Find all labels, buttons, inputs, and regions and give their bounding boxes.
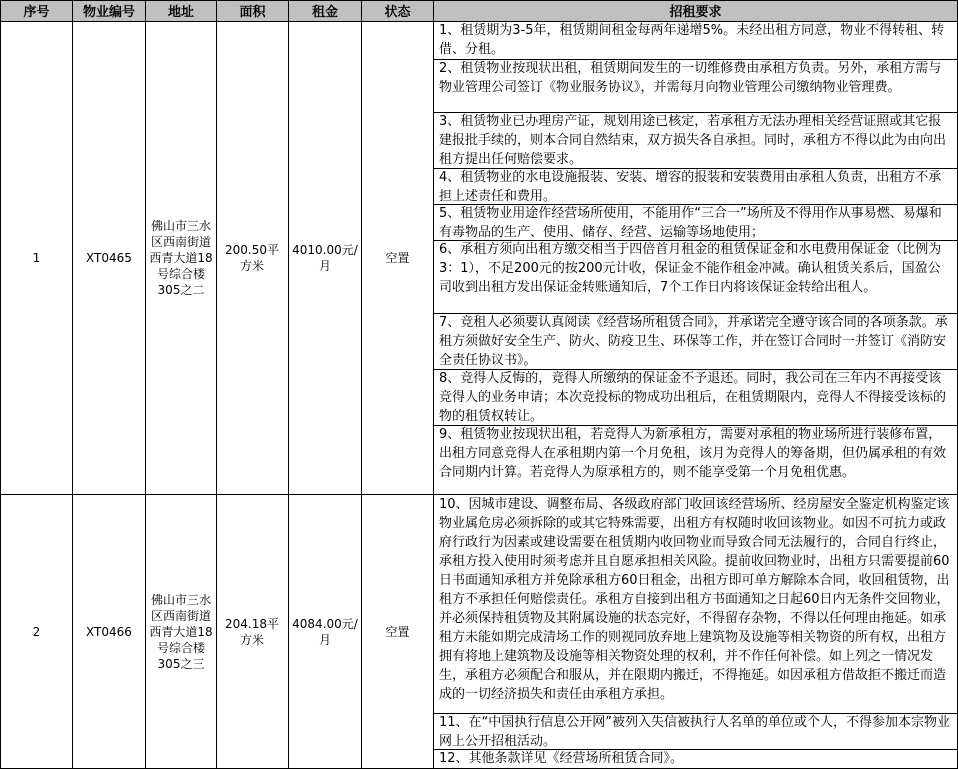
header-status: 状态 [362, 0, 433, 21]
grid-line [433, 369, 958, 370]
requirement-8: 8、竞得人反悔的，竞得人所缴纳的保证金不予退还。同时，我公司在三年内不再接受该竞得人的业务申请；本次竞投标的物成功出租后，在租赁期限内，竞得人不得接受该标的物的租赁权转让。 [439, 371, 947, 424]
grid-line [433, 204, 958, 205]
grid-line [0, 21, 958, 22]
header-rent: 租金 [289, 0, 361, 21]
row1-status: 空置 [385, 251, 410, 265]
header-seq: 序号 [1, 0, 72, 21]
row1-rent: 4010.00元/月 [292, 243, 358, 273]
grid-line [361, 0, 362, 769]
requirement-10: 10、因城市建设、调整布局、各级政府部门收回该经营场所、经房屋安全鉴定机构鉴定该物业属危房必须拆除的或其它特殊需要，出租方有权随时收回该物业。如因不可抗力或政府行政行为因素或建设需要在租赁期内收回物业而导致合同无法履行的，合同自行终止，承租方投入使用时须考虑并且自愿承担相关风险。提前收回物业时，出租方只需要提前60日书面通知承租方并免除承租方60日租金，出租方即可单方解除本合同，收回租赁物，出租方不承担任何赔偿责任。承租方自接到出租方书面通知之日起60日内无条件交回物业，并必须保持租赁物及其附属设施的状态完好，不得留存杂物，不得以任何理由拖延。如承租方未能如期完成清场工作的则视同放弃地上建筑物及设施等相关物资的所有权，出租方拥有将地上建筑物及设施等相关物资处理的权利，并不作任何补偿。如上列之一情况发生，承租方必须配合和服从，并在限期内搬迁，不得拖延。如因承租方借故拒不搬迁而造成的一切经济损失和责任由承租方承担。 [439, 497, 950, 702]
header-code: 物业编号 [73, 0, 145, 21]
row2-rent: 4084.00元/月 [292, 616, 358, 647]
grid-line [0, 0, 958, 1]
grid-line [433, 112, 958, 113]
grid-line [433, 425, 958, 426]
grid-line [433, 713, 958, 714]
requirement-5: 5、租赁物业用途作经营场所使用，不能用作“三合一”场所及不得用作从事易燃、易爆和有毒物品的生产、使用、储存、经营、运输等场地使用； [439, 206, 942, 240]
requirement-6: 6、承租方须向出租方缴交相当于四倍首月租金的租赁保证金和水电费用保证金（比例为3：1），不足200元的按200元计收，保证金不能作租金冲减。确认租赁关系后，国盈公司收到出租方发出保证金转账通知后，7个工作日内将该保证金转给出租人。 [439, 242, 942, 295]
grid-line [216, 0, 217, 769]
grid-line [433, 749, 958, 750]
row2-status: 空置 [385, 624, 410, 639]
requirement-4: 4、租赁物业的水电设施报装、安装、增容的报装和安装费用由承租人负责，出租方不承担上述责任和费用。 [439, 170, 942, 204]
requirement-11: 11、在“中国执行信息公开网”被列入失信被执行人名单的单位或个人，不得参加本宗物业网上公开招租活动。 [439, 715, 951, 749]
row2-seq: 2 [32, 624, 41, 639]
requirement-12: 12、其他条款详见《经营场所租赁合同》。 [439, 751, 684, 766]
row1-area: 200.50平方米 [225, 243, 279, 273]
requirement-9: 9、租赁物业按现状出租，若竞得人为新承租方，需要对承租的物业场所进行装修布置，出租方同意竞得人在承租期内第一个月免租，该月为竞得人的筹备期，但仍属承租的有效合同期内计算。若竞得人为原承租方的，则不能享受第一个月免租优惠。 [439, 427, 947, 480]
grid-line [288, 0, 289, 769]
header-area: 面积 [217, 0, 288, 21]
row2-address: 佛山市三水区西南街道西青大道18号综合楼305之三 [149, 592, 213, 671]
requirement-7: 7、竞租人必须要认真阅读《经营场所租赁合同》，并承诺完全遵守该合同的各项条款。承租方须做好安全生产、防火、防疫卫生、环保等工作，并在签订合同时一并签订《消防安全责任协议书》。 [439, 315, 948, 368]
row1-seq: 1 [32, 251, 41, 265]
grid-line [433, 0, 434, 769]
header-requirements: 招租要求 [434, 0, 957, 21]
requirement-3: 3、租赁物业已办理房产证，规划用途已核定，若承租方无法办理相关经营证照或其它报建报批手续的，则本合同自然结束，双方损失各自承担。同时，承租方不得以此为由向出租方提出任何赔偿要求。 [439, 114, 947, 167]
grid-line [145, 0, 146, 769]
grid-line [0, 494, 958, 495]
row2-code: XT0466 [86, 624, 132, 639]
grid-line [72, 0, 73, 769]
grid-line [433, 168, 958, 169]
row1-code: XT0465 [86, 251, 132, 265]
row2-area: 204.18平方米 [225, 616, 279, 647]
grid-line [433, 240, 958, 241]
requirement-2: 2、租赁物业按现状出租，租赁期间发生的一切维修费由承租方负责。另外，承租方需与物业管理公司签订《物业服务协议》，并需每月向物业管理公司缴纳物业管理费。 [439, 61, 942, 95]
row1-address: 佛山市三水区西南街道西青大道18号综合楼305之二 [149, 219, 213, 297]
grid-line [433, 313, 958, 314]
grid-line [433, 59, 958, 60]
requirement-1: 1、租赁期为3-5年，租赁期间租金每两年递增5%。未经出租方同意，物业不得转租、转借、分租。 [439, 23, 945, 57]
grid-line [0, 0, 1, 769]
header-address: 地址 [146, 0, 216, 21]
